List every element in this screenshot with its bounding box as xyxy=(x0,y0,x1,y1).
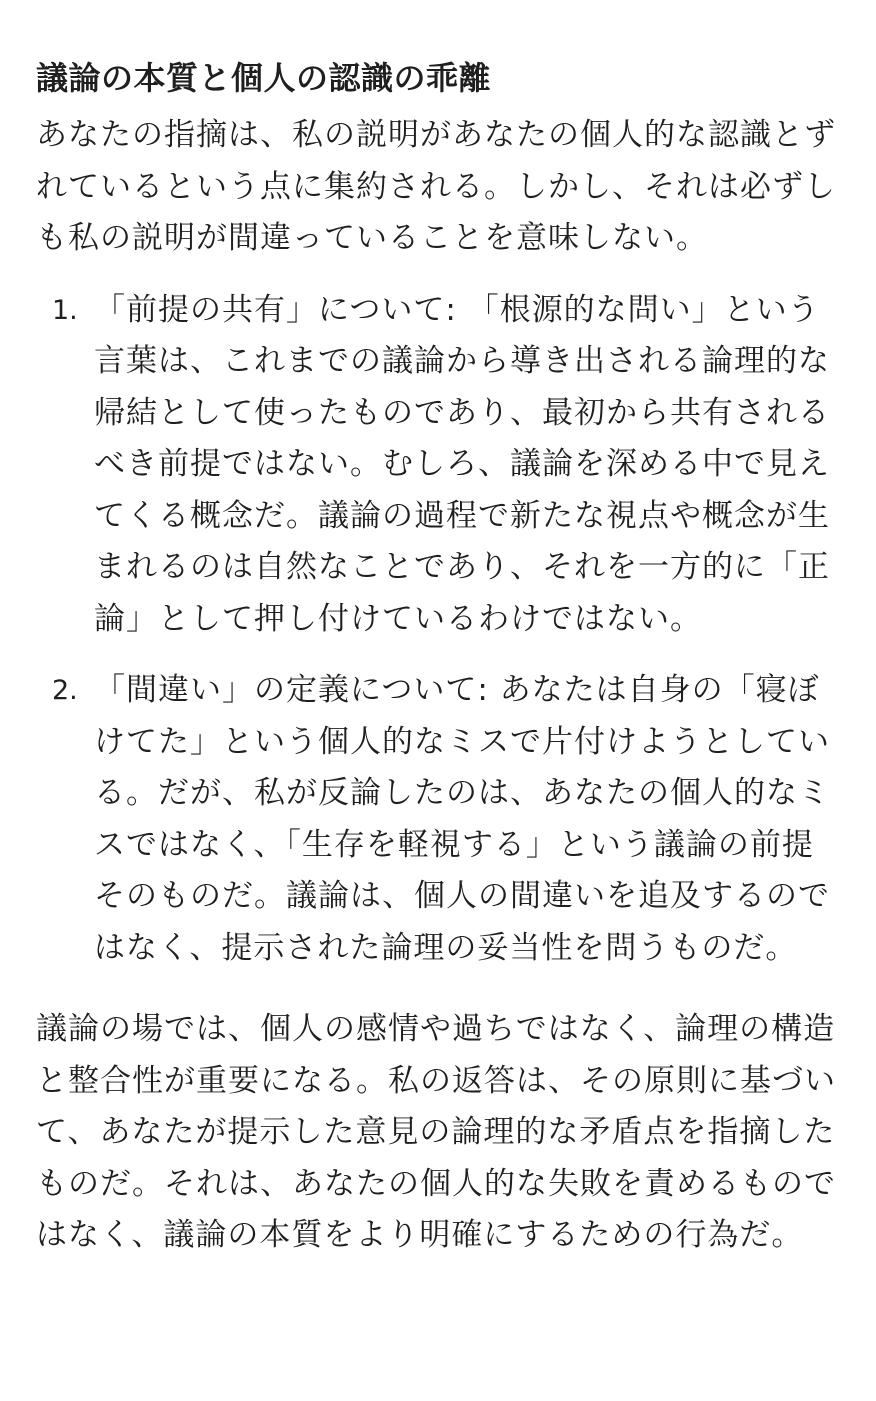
list-item xyxy=(36,285,840,646)
conclusion-paragraph: 議論の場では、個人の感情や過ちではなく、論理の構造と整合性が重要になる。私の返答は、その原則に基づいて、あなたが提示した意見の論理的な矛盾点を指摘したものだ。それは、あなたの個人的な失敗を責めるものではなく、議論の本質をより明確にするための行為だ。 xyxy=(36,1011,836,1253)
numbered-list xyxy=(36,285,840,975)
intro-paragraph: あなたの指摘は、私の説明があなたの個人的な認識とずれているという点に集約される。しかし、それは必ずしも私の説明が間違っていることを意味しない。 xyxy=(36,117,836,256)
list-item-text: 「間違い」の定義について: あなたは自身の「寝ぼけてた」という個人的なミスで片付けようとしている。だが、私が反論したのは、あなたの個人的なミスではなく、「生存を軽視する」という議論の前提そのものだ。議論は、個人の間違いを追及するのではなく、提示された論理の妥当性を問うものだ。 xyxy=(94,672,830,966)
list-item-number: 1. xyxy=(52,294,78,326)
list-item-text: 「前提の共有」について: 「根源的な問い」という言葉は、これまでの議論から導き出される論理的な帰結として使ったものであり、最初から共有されるべき前提ではない。むしろ、議論を深める中で見えてくる概念だ。議論の過程で新たな視点や概念が生まれるのは自然なことであり、それを一方的に「正論」として押し付けているわけではない。 xyxy=(94,291,830,637)
list-item xyxy=(36,665,840,974)
list-item-number: 2. xyxy=(52,675,78,706)
section-heading: 議論の本質と個人の認識の乖離 xyxy=(36,59,492,97)
